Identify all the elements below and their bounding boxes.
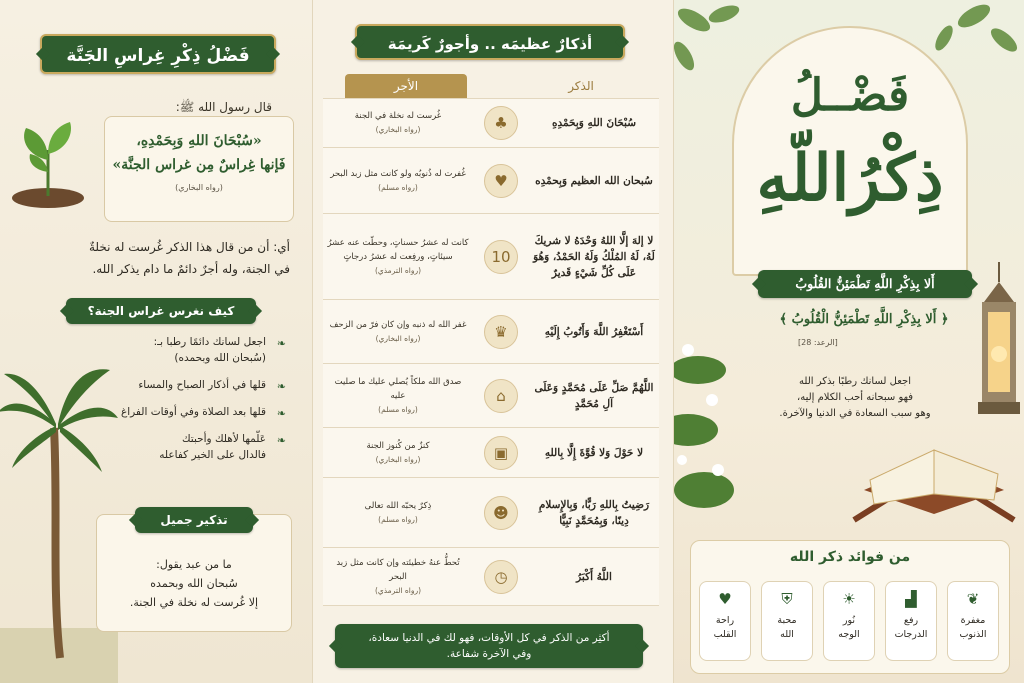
dhikr-table [323, 98, 659, 606]
hadith-card [104, 116, 294, 222]
benefit-raise-ranks: ▟ رفع الدرجات [885, 581, 937, 661]
ajr-text: كنزٌ من كُنوز الجنة (رواه البخاري) [323, 439, 473, 467]
treasure-chest-icon: ▣ [484, 436, 518, 470]
dhikr-text: لا حَوْلَ وَلا قُوَّةَ إِلَّا بِاللهِ [544, 446, 644, 459]
hadith-reference: (رواه البخاري) [175, 183, 223, 192]
ajr-text: غفر الله له ذنبه وإن كان فرّ من الزحف (رواه البخاري) [323, 318, 473, 346]
reminder-banner: تذكير جميل [135, 507, 253, 533]
crown-icon: ♛ [484, 315, 518, 349]
right-description: اجعل لسانك رطبًا بذكر الله فهو سبحانه أحب الكلام إليه، وهو سبب السعادة في الدنيا والآخرة. [779, 376, 931, 419]
dhikr-text: اللَّهُ أَكْبَرُ [576, 570, 612, 583]
main-title-line-1: فَضْــلُ [790, 70, 910, 121]
ajr-text: ذِكرٌ يحبّه الله تعالى (رواه مسلم) [323, 499, 473, 527]
leaf-icon: ❧ [276, 337, 286, 350]
ajr-reference: (رواه البخاري) [375, 333, 421, 343]
light-bulb-icon: ☀ [842, 590, 856, 608]
ayah-banner: أَلا بِذِكْرِ اللَّهِ تَطْمَئِنُّ القُلُوبُ [758, 270, 972, 298]
shield-heart-icon: ⛨ [781, 590, 793, 608]
table-row [323, 428, 659, 478]
how-to-plant-banner: كيف نغرس غراس الجنة؟ [66, 298, 256, 324]
ajr-text: صدق الله ملكاً يُصلي عليك ما صليت عليه (رواه مسلم) [323, 375, 473, 417]
benefit-gods-love: ⛨ محبة الله [761, 581, 813, 661]
leaf-icon: ❧ [276, 434, 286, 447]
meaning-line-2: في الجنة، وله أجرٌ دائمٌ ما دام يذكر الله. [92, 262, 290, 276]
clock-icon: ◷ [484, 560, 518, 594]
table-row [323, 548, 659, 606]
tip-item: ❧ قلها بعد الصلاة وفي أوقات الفراغ [120, 406, 286, 420]
ajr-text: تُحطُّ عنهُ خطيئته وإن كانت مثل زبد البحر (رواه الترمذي) [323, 556, 473, 598]
table-row [323, 364, 659, 428]
dhikr-text: رَضِيتُ بِاللهِ رَبًّا، وَبِالإِسلامِ دِينًا، وَبِمُحَمَّدٍ نَبِيًّا [538, 498, 650, 527]
hadith-intro: قال رسول الله ﷺ: [175, 100, 272, 114]
tips-list [88, 334, 288, 474]
ajr-reference: (رواه الترمذي) [374, 265, 422, 275]
right-panel [674, 0, 1024, 683]
people-icon: ☻ [484, 496, 518, 530]
benefits-title: من فوائد ذكر الله [789, 549, 911, 565]
tip-item: ❧ قلها في أذكار الصباح والمساء [138, 379, 286, 393]
benefit-face-light: ☀ نُور الوجه [823, 581, 875, 661]
column-header-ajr: الأجر [345, 74, 467, 98]
palm-tree-icon: ♣ [484, 106, 518, 140]
meaning-line-1: أي: أن من قال هذا الذكر غُرست له نخلةٌ [88, 240, 290, 254]
left-title-banner: فَضْلُ ذِكْرِ غِراسِ الجَنَّة [40, 34, 276, 74]
hadith-line-2: فَإنها غِراسٌ مِن غراس الجنَّة» [112, 157, 286, 173]
heart-icon: ♥ [718, 590, 732, 608]
ajr-reference: (رواه مسلم) [378, 182, 418, 192]
dhikr-text: لا إلهَ إلَّا اللهُ وَحْدَهُ لا شريكَ لَهُ، لَهُ المُلْكُ وَلَهُ الحَمْدُ، وَهُوَ عَلَى كُلِّ شَيْءٍ قَديرٌ [533, 234, 655, 279]
middle-panel [312, 0, 674, 683]
dhikr-text: سُبحان الله العظيم وَبِحمْدِه [535, 174, 653, 187]
hadith-line-1: «سُبْحَانَ اللهِ وَبِحَمْدِهِ، [136, 133, 262, 149]
ajr-text: غُفرت له ذُنوبُه ولو كانت مثل زبد البحر (رواه مسلم) [323, 167, 473, 195]
ajr-reference: (رواه البخاري) [375, 454, 421, 464]
middle-footer-banner: أكثِر من الذكر في كل الأوقات، فهو لك في الدنيا سعادة، وفي الآخرة شفاعة. [335, 624, 643, 668]
stairs-icon: ▟ [905, 590, 917, 608]
column-header-dhikr: الذكر [568, 79, 594, 93]
left-panel [0, 0, 312, 683]
ajr-text: غُرست له نخلة في الجنة (رواه البخاري) [323, 109, 473, 137]
table-row [323, 148, 659, 214]
leaf-icon: ❧ [276, 380, 286, 393]
dhikr-text: اللَّهُمَّ صَلِّ عَلَى مُحَمَّدٍ وَعَلَى آلِ مُحَمَّدٍ [534, 381, 654, 410]
table-row [323, 98, 659, 148]
dhikr-text: سُبْحَانَ اللهِ وَبِحَمْدِهِ [551, 117, 637, 129]
benefit-forgiveness: ❦ مغفرة الذنوب [947, 581, 999, 661]
dhikr-text: أَسْتَغْفِرُ اللَّهَ وَأَتُوبُ إِلَيْهِ [544, 325, 644, 338]
main-title-line-2: ذِكْرُاللّهِ [756, 141, 944, 216]
table-row [323, 478, 659, 548]
reminder-text: ما من عبد يقول: سُبحان الله وبحمده إلا غُرست له نخلة في الجنة. [129, 558, 259, 609]
middle-title-banner: أذكارٌ عظيمَه .. وأجورٌ كَريمَة [355, 24, 625, 60]
ayah-text: ﴿ أَلا بِذِكْرِ اللَّهِ تَطْمَئِنُّ الْقُلُوبُ ﴾ [779, 312, 949, 327]
sprout-icon [8, 110, 88, 210]
reminder-card [96, 514, 292, 632]
ayah-reference: [الرعد: 28] [798, 338, 838, 347]
hadith-meaning [20, 236, 290, 280]
ajr-reference: (رواه مسلم) [378, 404, 418, 414]
ajr-text: كانت له عشرُ حسناتٍ، وحطّت عنه عشرُ سيئاتٍ، ورفِعت له عشرُ درجاتٍ (رواه الترمذي) [323, 236, 473, 278]
ajr-reference: (رواه الترمذي) [374, 585, 422, 595]
table-row [323, 214, 659, 300]
quran-on-stand-icon [834, 430, 1024, 530]
flowers-decoration [674, 290, 748, 550]
tip-item: ❧ اجعل لسانك دائمًا رطبا بـ: (سُبحان الله وبحمده) [153, 336, 286, 364]
benefit-heart-rest: ♥ راحة القلب [699, 581, 751, 661]
tip-item: ❧ عَلّمها لأهلك وأحبتك فالدال على الخير كفاعله [159, 433, 286, 461]
heart-icon: ♥ [484, 164, 518, 198]
ajr-reference: (رواه مسلم) [378, 514, 418, 524]
benefits-card [690, 540, 1010, 674]
leaf-icon: ❦ [966, 590, 980, 608]
leaf-icon: ❧ [276, 407, 286, 420]
lantern-icon [974, 262, 1024, 442]
mosque-icon: ⌂ [484, 379, 518, 413]
shield-10-icon: 10 [484, 240, 518, 274]
table-row [323, 300, 659, 364]
ajr-reference: (رواه البخاري) [375, 125, 421, 134]
